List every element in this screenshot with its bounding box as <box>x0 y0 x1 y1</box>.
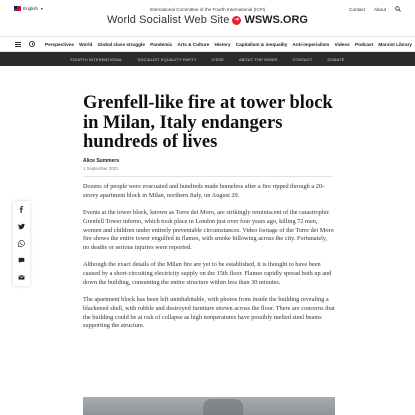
main-nav <box>0 36 415 52</box>
language-label: English <box>23 6 39 11</box>
nav-item-perspectives[interactable]: Perspectives <box>45 41 74 47</box>
search-icon[interactable] <box>395 6 401 12</box>
share-bar <box>13 201 30 286</box>
nav-item-capitalism-inequality[interactable]: Capitalism & inequality <box>235 41 288 47</box>
share-whatsapp-button[interactable] <box>13 235 30 252</box>
article-headline: Grenfell-like fire at tower block in Milan, Italy endangers hundreds of lives <box>83 93 333 152</box>
nav-item-global-class-struggle[interactable]: Global class struggle <box>97 41 145 47</box>
nav-item-anti-imperialism[interactable]: Anti-imperialism <box>292 41 330 47</box>
share-comment-button[interactable] <box>13 252 30 269</box>
whatsapp-icon <box>18 240 25 247</box>
subnav-item-donate[interactable]: DONATE <box>327 56 345 62</box>
site-name: World Socialist Web Site <box>107 14 230 26</box>
article-photo <box>83 397 335 415</box>
org-name: International Committee of the Fourth International (ICFI) <box>149 7 266 12</box>
nav-item-arts-culture[interactable]: Arts & Culture <box>177 41 210 47</box>
nav-item-podcast[interactable]: Podcast <box>354 41 374 47</box>
site-logo[interactable] <box>0 14 415 26</box>
site-header <box>0 0 415 36</box>
nav-item-videos[interactable]: Videos <box>334 41 350 47</box>
clock-icon[interactable] <box>29 41 35 47</box>
top-links <box>349 6 401 12</box>
subnav-item-fourth-international[interactable]: FOURTH INTERNATIONAL <box>70 56 123 62</box>
brand-short: WSWS.ORG <box>244 14 308 26</box>
paragraph: Dozens of people were evacuated and hundreds made homeless after a fire ripped through a 20-storey apartment block in Milan, northern Italy, on August 29. <box>83 183 325 199</box>
article-date: 1 September 2021 <box>83 166 119 171</box>
comment-icon <box>18 257 25 264</box>
divider <box>83 176 333 177</box>
sub-nav <box>0 52 415 66</box>
nav-item-pandemic[interactable]: Pandemic <box>150 41 173 47</box>
nav-item-history[interactable]: History <box>214 41 231 47</box>
share-email-button[interactable] <box>13 269 30 286</box>
contact-link[interactable]: Contact <box>349 6 365 12</box>
chevron-down-icon: ▼ <box>40 6 44 11</box>
subnav-item-about[interactable]: ABOUT THE WSWS <box>238 56 278 62</box>
twitter-icon <box>18 223 25 230</box>
nav-item-world[interactable]: World <box>79 41 93 47</box>
share-facebook-button[interactable] <box>13 201 30 218</box>
email-icon <box>18 274 25 281</box>
share-twitter-button[interactable] <box>13 218 30 235</box>
paragraph: Events at the tower block, known as Torre dei Moro, are strikingly reminiscent of the catastrophic Grenfell Tower inferno, which took place in London just over four years ago, killing 72 men, women and children under entirely preventable circumstances. Video footage of the Torre dei Moro fire shows the entire tower engulfed in flames, with smoke billowing across the city. Fortunately, no deaths or serious injuries were reported. <box>83 209 334 251</box>
subnav-item-iysse[interactable]: IYSSE <box>211 56 224 62</box>
subnav-item-contact[interactable]: CONTACT <box>292 56 313 62</box>
paragraph: Although the exact details of the Milan fire are yet to be established, it is thought to have been caused by a short-circuiting electricity supply on the 15th floor. Flames rapidly spread both up and down the building, consuming the entire structure within less than 30 minutes. <box>83 261 332 286</box>
nav-item-marxist-library[interactable]: Marxist Library <box>378 41 412 47</box>
menu-icon[interactable] <box>15 42 21 47</box>
subnav-item-sep[interactable]: SOCIALIST EQUALITY PARTY <box>137 56 197 62</box>
about-link[interactable]: About <box>373 6 386 12</box>
article-author[interactable]: Alice Summers <box>83 158 120 164</box>
facebook-icon <box>18 206 25 213</box>
paragraph: The apartment block has been left uninhabitable, with photos from inside the building revealing a blackened shell, with rubble and destroyed furniture strewn across the floor. There are concerns that the building could be at risk of collapse as high temperatures have possibly melted steel beams supporting the structure. <box>83 296 335 330</box>
arrow-logo-icon: ➔ <box>234 16 240 23</box>
article-body <box>83 183 335 340</box>
